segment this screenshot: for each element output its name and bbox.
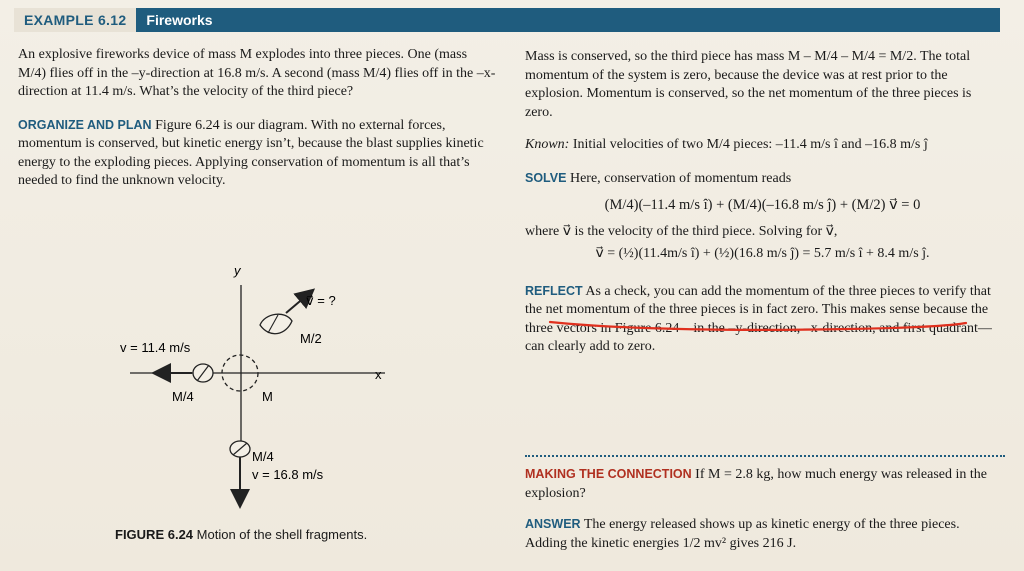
figure-diagram: [100, 255, 420, 515]
solve-paragraph: [525, 169, 1000, 189]
half-fragment: [260, 314, 292, 334]
figure-caption: [115, 527, 367, 542]
problem-statement: An explosive fireworks device of mass M explodes into three pieces. One (mass M/4) flies off in the –y-direction at 16.8 m/s. A second (mass M/4) flies off in the –x-direction at 11.4 m/s. What’s the velocity of the third piece?: [18, 47, 496, 99]
left-mass-label: M/4: [172, 389, 194, 404]
known-paragraph: [525, 136, 1000, 155]
figure-number: FIGURE 6.24: [115, 527, 194, 542]
reflect-text: As a check, you can add the momentum of the three pieces to verify that the net momentum of the three pieces is in fact zero. This makes sense because the three vectors in Figure 6.24—in the –y-direction, –x-direction, and first quadrant—can clearly add to zero.: [525, 283, 992, 354]
example-title: Fireworks: [146, 12, 213, 28]
x-axis-label: x: [375, 367, 382, 382]
example-number: EXAMPLE 6.12: [14, 8, 136, 32]
organize-paragraph: [18, 116, 496, 191]
fragment-diagram: [100, 255, 420, 515]
where-text: where v⃗ is the velocity of the third piece. Solving for v⃗,: [525, 223, 838, 239]
reflect-heading: REFLECT: [525, 283, 583, 298]
mass-conservation-text: Mass is conserved, so the third piece has mass M – M/4 – M/4 = M/2. The total momentum of the system is zero, because the device was at rest prior to the explosion. Momentum is conserved, so the net momentum of the three pieces is zero.: [525, 49, 972, 120]
momentum-equation: (M/4)(–11.4 m/s î) + (M/4)(–16.8 m/s ĵ) + (M/2) v⃗ = 0: [604, 197, 921, 213]
connection-paragraph: [525, 465, 1000, 503]
answer-paragraph: [525, 515, 1000, 553]
down-velocity-label: v = 16.8 m/s: [252, 467, 324, 482]
unknown-velocity-label: v⃗ = ?: [306, 293, 336, 308]
organize-heading: ORGANIZE AND PLAN: [18, 117, 152, 132]
left-column: [18, 46, 496, 205]
half-mass-label: M/2: [300, 331, 322, 346]
connection-heading: MAKING THE CONNECTION: [525, 467, 692, 481]
answer-text: The energy released shows up as kinetic energy of the three pieces. Adding the kinetic energies 1/2 mv² gives 216 J.: [525, 517, 960, 551]
left-velocity-label: v = 11.4 m/s: [120, 340, 191, 355]
known-text: Initial velocities of two M/4 pieces: –11.4 m/s î and –16.8 m/s ĵ: [572, 137, 928, 152]
connection-block: [525, 465, 1000, 567]
figure-caption-text: Motion of the shell fragments.: [196, 527, 368, 542]
example-header: [14, 8, 1000, 32]
velocity-solution: v⃗ = (½)(11.4m/s î) + (½)(16.8 m/s ĵ) = 5.7 m/s î + 8.4 m/s ĵ.: [595, 246, 930, 261]
center-mass-label: M: [262, 389, 273, 404]
y-axis-label: y: [234, 263, 241, 278]
down-mass-label: M/4: [252, 449, 274, 464]
solve-text: Here, conservation of momentum reads: [569, 170, 792, 186]
section-divider: [525, 455, 1005, 457]
answer-heading: ANSWER: [525, 517, 581, 531]
organize-text: Figure 6.24 is our diagram. With no external forces, momentum is conserved, but kinetic energy isn’t, because the blast supplies kinetic energy to the exploding pieces. Applying conservation of momentum is all that’s needed to find the unknown velocity.: [18, 117, 484, 188]
connection-text: If M = 2.8 kg, how much energy was released in the explosion?: [525, 467, 988, 501]
known-label: Known:: [525, 137, 570, 152]
red-underline: [548, 318, 968, 332]
solve-heading: SOLVE: [525, 170, 567, 185]
